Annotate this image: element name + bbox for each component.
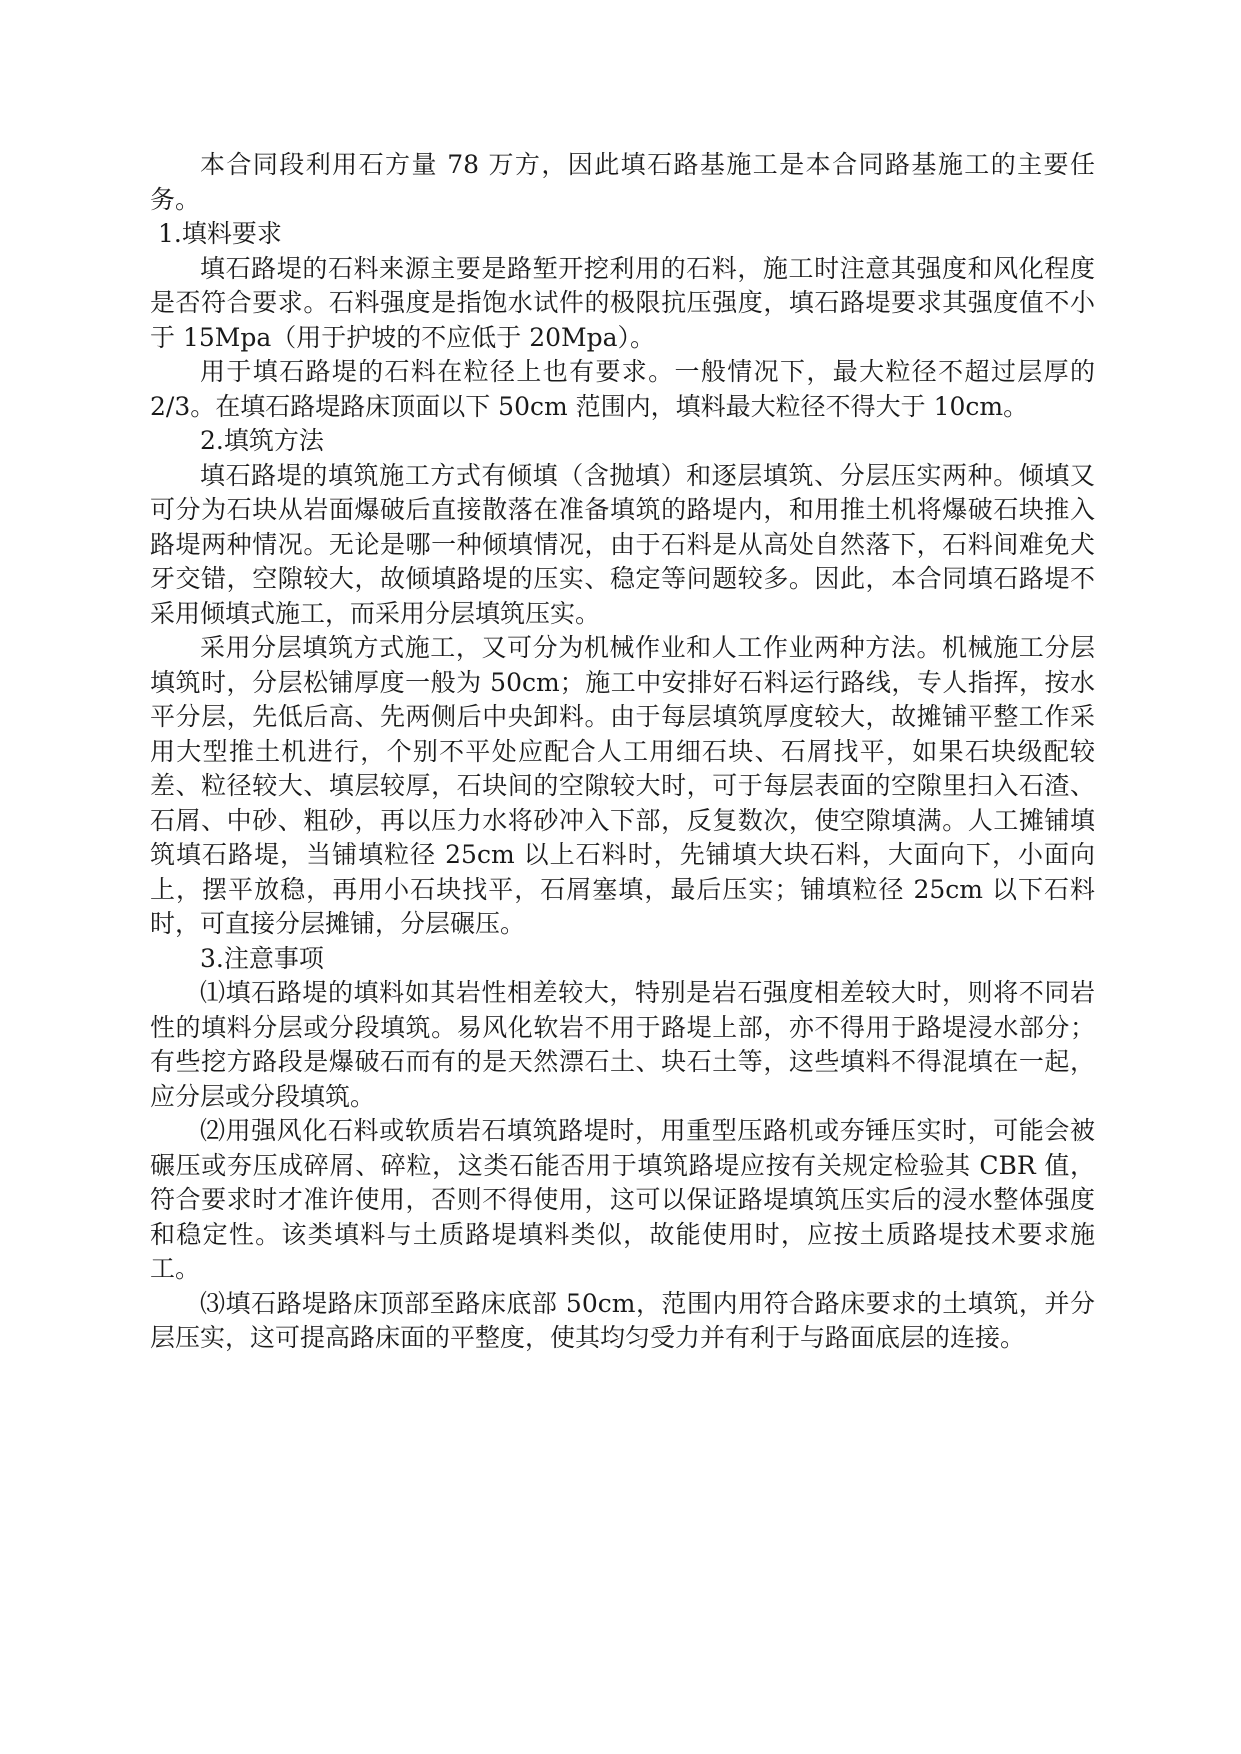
paragraph-precaution-3: ⑶填石路堤路床顶部至路床底部 50cm，范围内用符合路床要求的土填筑，并分层压实，这可提高路床面的平整度，使其均匀受力并有利于与路面底层的连接。 (150, 1288, 1095, 1352)
section-heading-fill-requirements: 1.填料要求 (158, 219, 282, 248)
paragraph-stone-source: 填石路堤的石料来源主要是路堑开挖利用的石料，施工时注意其强度和风化程度是否符合要求。石料强度是指饱水试件的极限抗压强度，填石路堤要求其强度值不小于 15Mpa（用于护坡的不应低于 20Mpa）。 (150, 253, 1095, 352)
paragraph-dumping-method: 填石路堤的填筑施工方式有倾填（含抛填）和逐层填筑、分层压实两种。倾填又可分为石块从岩面爆破后直接散落在准备填筑的路堤内，和用推土机将爆破石块推入路堤两种情况。无论是哪一种倾填情况，由于石料是从高处自然落下，石料间难免犬牙交错，空隙较大，故倾填路堤的压实、稳定等问题较多。因此，本合同填石路堤不采用倾填式施工，而采用分层填筑压实。 (150, 460, 1095, 628)
paragraph-particle-size: 用于填石路堤的石料在粒径上也有要求。一般情况下，最大粒径不超过层厚的 2/3。在填石路堤路床顶面以下 50cm 范围内，填料最大粒径不得大于 10cm。 (150, 357, 1095, 421)
section-heading-fill-method: 2.填筑方法 (200, 426, 324, 455)
document-page (150, 148, 1095, 1356)
paragraph-precaution-2: ⑵用强风化石料或软质岩石填筑路堤时，用重型压路机或夯锤压实时，可能会被碾压或夯压成碎屑、碎粒，这类石能否用于填筑路堤应按有关规定检验其 CBR 值，符合要求时才准许使用，否则不得使用，这可以保证路堤填筑压实后的浸水整体强度和稳定性。该类填料与土质路堤填料类似，故能使用时，应按土质路堤技术要求施工。 (150, 1116, 1095, 1283)
section-heading-precautions: 3.注意事项 (200, 943, 324, 973)
paragraph-precaution-1: ⑴填石路堤的填料如其岩性相差较大，特别是岩石强度相差较大时，则将不同岩性的填料分层或分段填筑。易风化软岩不用于路堤上部，亦不得用于路堤浸水部分；有些挖方路段是爆破石而有的是天然漂石土、块石土等，这些填料不得混填在一起，应分层或分段填筑。 (150, 978, 1095, 1111)
paragraph-layered-method: 采用分层填筑方式施工，又可分为机械作业和人工作业两种方法。机械施工分层填筑时，分层松铺厚度一般为 50cm；施工中安排好石料运行路线，专人指挥，按水平分层，先低后高、先两侧后中央卸料。由于每层填筑厚度较大，故摊铺平整工作采用大型推土机进行，个别不平处应配合人工用细石块、石屑找平，如果石块级配较差、粒径较大、填层较厚，石块间的空隙较大时，可于每层表面的空隙里扫入石渣、石屑、中砂、粗砂，再以压力水将砂冲入下部，反复数次，使空隙填满。人工摊铺填筑填石路堤，当铺填粒径 25cm 以上石料时，先铺填大块石料，大面向下，小面向上，摆平放稳，再用小石块找平，石屑塞填，最后压实；铺填粒径 25cm 以下石料时，可直接分层摊铺，分层碾压。 (150, 633, 1095, 938)
paragraph-intro: 本合同段利用石方量 78 万方，因此填石路基施工是本合同路基施工的主要任务。 (150, 150, 1095, 214)
